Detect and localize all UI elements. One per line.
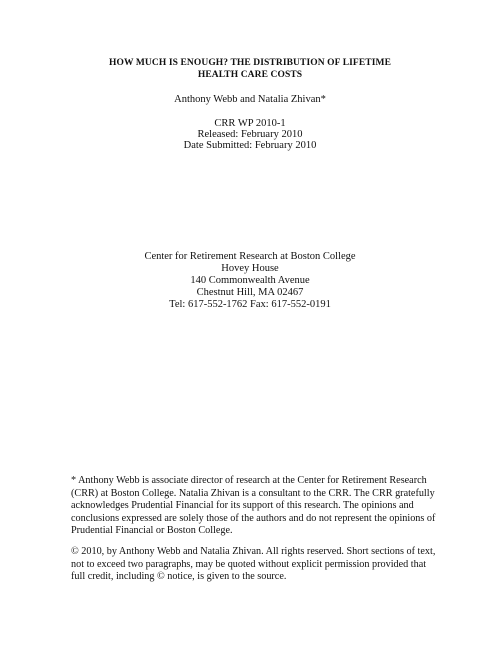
release-date: Released: February 2010 [197,129,303,140]
paper-authors: Anthony Webb and Natalia Zhivan* [174,94,326,105]
institution-name: Center for Retirement Research at Boston College [144,251,356,262]
footnote-line: acknowledges Prudential Financial for its support of this research. The opinions and [71,500,414,511]
copyright-line: © 2010, by Anthony Webb and Natalia Zhivan. All rights reserved. Short sections of text, [71,546,436,557]
copyright-line: not to exceed two paragraphs, may be quoted without explicit permission provided that [71,558,427,570]
institution-street: 140 Commonwealth Avenue [190,275,310,286]
institution-city: Chestnut Hill, MA 02467 [196,287,304,298]
copyright-notice [71,546,439,584]
footnote-line: * Anthony Webb is associate director of research at the Center for Retirement Research [71,475,427,486]
institution-building: Hovey House [221,263,279,274]
institution-phone-fax: Tel: 617-552-1762 Fax: 617-552-0191 [169,299,331,310]
working-paper-number: CRR WP 2010-1 [214,118,286,129]
submission-date: Date Submitted: February 2010 [183,140,317,151]
paper-title-line-2: HEALTH CARE COSTS [197,70,303,80]
copyright-line: full credit, including © notice, is given to the source. [71,571,287,582]
footnote-line: conclusions expressed are solely those of the authors and do not represent the opinions of [71,512,436,524]
paper-title-line-1: HOW MUCH IS ENOUGH? THE DISTRIBUTION OF LIFETIME [108,58,392,68]
author-footnote [71,475,439,538]
footnote-line: (CRR) at Boston College. Natalia Zhivan is a consultant to the CRR. The CRR gratefully [71,487,435,499]
footnote-line: Prudential Financial or Boston College. [71,525,233,536]
